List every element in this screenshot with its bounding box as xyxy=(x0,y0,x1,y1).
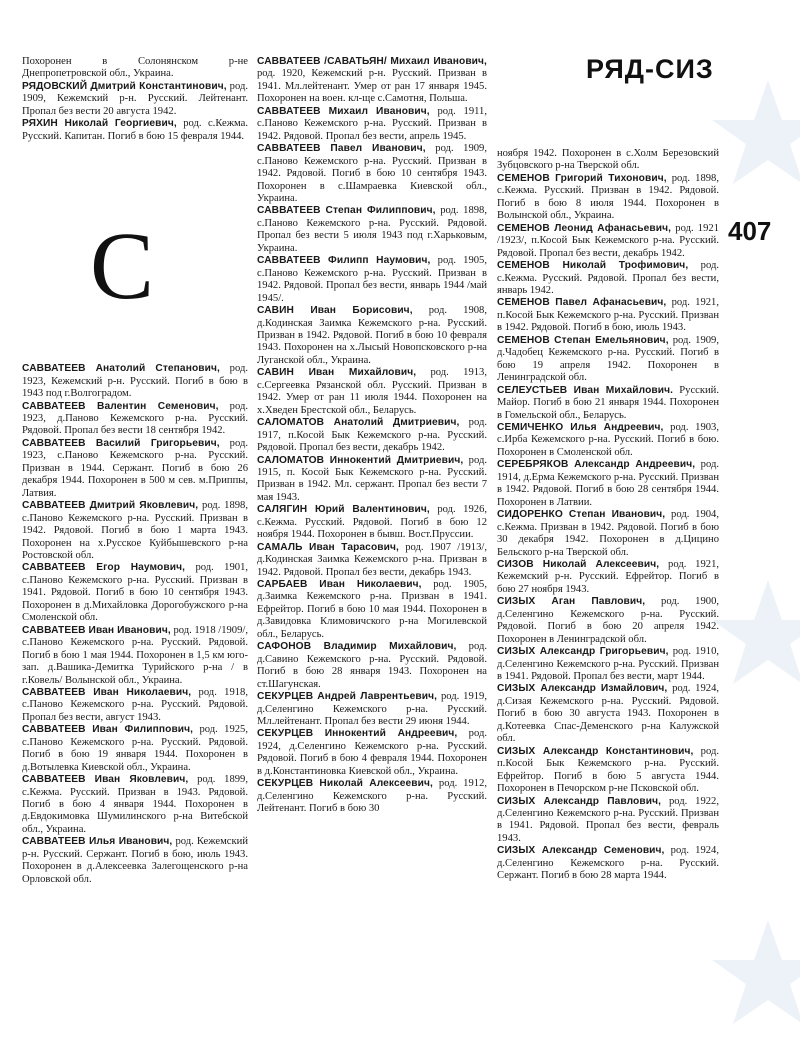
entry xyxy=(22,774,248,836)
entry xyxy=(257,417,487,454)
section-letter: С xyxy=(90,212,155,319)
entry-text: Русский. Майор. Погиб в бою 21 января 1944. Похоронен в Гомельской обл., Беларусь. xyxy=(497,384,719,421)
entry-name: САВВАТЕЕВ /САВАТЬЯН/ Михаил Иванович, xyxy=(257,56,487,67)
entry-text: род. 1913, с.Сергеевка Рязанской обл. Русский. Призван в 1942. Умер от ран 11 июля 1944. Похоронен на х.Хведен Брестской обл., Беларусь. xyxy=(257,367,487,416)
entry-name: СЕКУРЦЕВ Иннокентий Андреевич, xyxy=(257,728,458,740)
entry-name: РЯДОВСКИЙ Дмитрий Константинович, xyxy=(22,80,227,92)
entry-name: СИЗЫХ Александр Павлович, xyxy=(497,795,662,807)
entry-text: род. 1898, с.Кежма. Русский. Призван в 1942. Рядовой. Погиб в бою 8 июля 1944. Похоронен в Волынской обл., Украина. xyxy=(497,172,720,222)
entry-name: САВВАТЕЕВ Иван Иванович, xyxy=(22,624,171,636)
entry-text: род. 1914, д.Ерма Кежемского р-на. Русский. Призван в 1942. Рядовой. Погиб в бою 28 сентября 1944. Похоронен в Латвии. xyxy=(497,459,719,508)
running-head: РЯД-СИЗ xyxy=(586,54,714,84)
entry-text: род. 1905, д.Заимка Кежемского р-на. Призван в 1941. Ефрейтор. Погиб в бою 10 мая 1944. Похоронен в д.Завидовка Климовичского р-на Могилевской обл., Беларусь. xyxy=(257,579,487,640)
entry-name: СИЗЫХ Александр Григорьевич, xyxy=(497,646,669,658)
entry-text: род. с.Кежма. Русский. Рядовой. Пропал без вести, январь 1942. xyxy=(497,260,719,296)
entry xyxy=(257,255,487,305)
column-2 xyxy=(257,56,487,816)
entry xyxy=(497,148,719,173)
entry-name: САФОНОВ Владимир Михайлович, xyxy=(257,641,457,653)
entry-text: род. 1904, с.Кежма. Призван в 1942. Рядовой. Погиб в бою 30 декабря 1942. Похоронен в д.Цицино Бельского р-на Тверской обл. xyxy=(497,509,719,558)
entry xyxy=(257,143,487,205)
entry xyxy=(22,724,248,774)
entry-name: САВВАТЕЕВ Павел Иванович, xyxy=(257,143,426,155)
entry-name: САВВАТЕЕВ Илья Иванович, xyxy=(22,836,173,848)
entry xyxy=(22,562,248,624)
entry-text: род. 1924, д.Сизая Кежемского р-на. Русский. Рядовой. Погиб в бою 30 августа 1943. Похоронен в д.Котеевка Спас-Деменского р-на Калужской обл. xyxy=(497,683,720,745)
entry-name: СЕКУРЦЕВ Николай Алексеевич, xyxy=(257,778,433,790)
entry xyxy=(257,455,487,505)
entry-text: род. 1920, Кежемский р-н. Русский. Призван в 1941. Мл.лейтенант. Умер от ран 17 января 1945. Похоронен на воен. кл-ще с.Самотня, Польша. xyxy=(257,68,487,105)
entry-name: СЕМЕНОВ Григорий Тихонович, xyxy=(497,172,667,184)
entry-text: род. 1923, Кежемский р-н. Русский. Погиб в бою в 1943 под г.Волгоградом. xyxy=(22,363,248,400)
entry xyxy=(257,641,487,691)
column-3 xyxy=(497,148,719,883)
entry-name: САВВАТЕЕВ Филипп Наумович, xyxy=(257,255,431,267)
entry xyxy=(22,401,248,438)
entry xyxy=(497,683,719,745)
entry-text: род. 1900, д.Селенгино Кежемского р-на. Русский. Рядовой. Погиб в бою 20 апреля 1942. Похоронен в Ленинградской обл. xyxy=(497,596,720,645)
entry xyxy=(497,422,719,459)
page-number: 407 xyxy=(728,216,772,246)
entry xyxy=(497,459,719,509)
entry-text: род. д.Савино Кежемского р-на. Русский. Рядовой. Погиб в бою 28 января 1943. Похоронен на ст.Шагунская. xyxy=(257,641,487,690)
entry-text: род. 1921, Кежемский р-н. Русский. Ефрейтор. Погиб в бою 27 ноября 1943. xyxy=(497,558,720,595)
entry xyxy=(257,205,487,255)
entry-name: СЕРЕБРЯКОВ Александр Андреевич, xyxy=(497,459,696,471)
entry-name: САВВАТЕЕВ Валентин Семенович, xyxy=(22,400,219,412)
entry xyxy=(497,559,719,596)
entry xyxy=(497,845,719,882)
entry-text: род. 1915, п. Косой Бык Кежемского р-на. Русский. Призван в 1942. Мл. сержант. Пропал без вести 7 мая 1943. xyxy=(257,454,487,503)
entry-text: род. 1909, с.Паново Кежемского р-на. Русский. Призван в 1942. Рядовой. Погиб в бою 10 сентября 1943. Похоронен в с.Шамраевка Киевской обл., Украина. xyxy=(257,143,487,204)
entry-name: СЕМЕНОВ Степан Емельянович, xyxy=(497,334,669,346)
entry-name: САВВАТЕЕВ Иван Филиппович, xyxy=(22,724,194,736)
entry-name: СИДОРЕНКО Степан Иванович, xyxy=(497,509,666,521)
entry-text: род. 1901, с.Паново Кежемского р-на. Русский. Призван в 1941. Рядовой. Погиб в бою 10 сентября 1943. Похоронен в д.Михайловка Дорогобужского р-на Смоленской обл. xyxy=(22,562,249,624)
entry-text: род. 1923, с.Паново Кежемского р-на. Русский. Призван в 1944. Сержант. Погиб в бою 26 декабря 1944. Похоронен в 500 м сев. м.Приппы, Латвия. xyxy=(22,437,248,499)
entry-text: род. 1924, д.Селенгино Кежемского р-на. Русский. Рядовой. Погиб в бою 4 февраля 1944. Похоронен в д.Константиновка Киевской обл., Украина. xyxy=(257,728,487,777)
entry xyxy=(22,625,248,687)
entry-name: САЛОМАТОВ Иннокентий Дмитриевич, xyxy=(257,454,464,466)
entry-text: род. 1923, д.Паново Кежемского р-на. Русский. Рядовой. Пропал без вести 18 сентября 1942. xyxy=(22,400,248,437)
entry-name: СИЗЫХ Александр Измайлович, xyxy=(497,683,668,695)
entry-text: род. 1912, д.Селенгино Кежемского р-на. Русский. Лейтенант. Погиб в бою 30 xyxy=(257,778,488,815)
entry-text: род. с.Кежма. Русский. Капитан. Погиб в бою 15 февраля 1944. xyxy=(22,118,248,142)
entry-name: СИЗОВ Николай Алексеевич, xyxy=(497,558,660,570)
entry-text: род. 1899, с.Кежма. Русский. Призван в 1943. Рядовой. Погиб в бою 4 января 1944. Похоронен в д.Евдокимовка Шумилинского р-на Витебской обл., Украина. xyxy=(22,774,248,835)
entry xyxy=(257,728,487,778)
entry xyxy=(497,646,719,683)
entry xyxy=(257,504,487,541)
entry-name: СЕКУРЦЕВ Андрей Лаврентьевич, xyxy=(257,691,438,703)
entry-name: САРБАЕВ Иван Николаевич, xyxy=(257,579,422,591)
entry-text: род. п.Косой Бык Кежемского р-на. Русский. Ефрейтор. Погиб в бою 5 августа 1944. Похоронен в Печорском р-не Псковской обл. xyxy=(497,745,719,795)
entry-name: САЛОМАТОВ Анатолий Дмитриевич, xyxy=(257,417,460,429)
entry-text: род. 1909, д.Чадобец Кежемского р-на. Русский. Погиб в бою 19 апреля 1942. Похоронен в Ленинградской обл. xyxy=(497,334,719,384)
watermark-stars xyxy=(708,60,800,1040)
entry xyxy=(22,118,248,143)
entry xyxy=(497,385,719,422)
entry-text: род. 1907 /1913/, д.Кодинская Заимка Кежемского р-на. Призван в 1942. Рядовой. Пропал без вести, декабрь 1943. xyxy=(257,541,487,578)
entry xyxy=(22,363,248,400)
entry-text: род. 1908, д.Кодинская Заимка Кежемского р-на. Русский. Призван в 1942. Рядовой. Погиб в бою 10 февраля 1943. Похоронен на х.Лысый Новопсковского р-на Луганской обл., Украина. xyxy=(257,305,487,366)
entry-text: Похоронен в Солонянском р-не Днепропетровской обл., Украина. xyxy=(22,56,248,80)
entry-name: СИЗЫХ Александр Семенович, xyxy=(497,845,665,857)
entry-name: САВВАТЕЕВ Анатолий Степанович, xyxy=(22,363,220,375)
entry xyxy=(257,305,487,367)
entry-name: САВВАТЕЕВ Егор Наумович, xyxy=(22,562,186,574)
entry-text: род. 1910, д.Селенгино Кежемского р-на. Русский. Призван в 1941. Рядовой. Пропал без вести, март 1944. xyxy=(497,646,720,683)
entry xyxy=(257,56,487,106)
entry-text: род. Кежемский р-н. Русский. Сержант. Погиб в бою, июль 1943. Похоронен в д.Алексеевка Залегощенского р-на Орловской обл. xyxy=(22,836,248,885)
entry xyxy=(22,836,248,886)
entry-name: САВВАТЕЕВ Дмитрий Яковлевич, xyxy=(22,500,199,512)
column-1-bottom-entries xyxy=(22,363,248,886)
entry-name: СЕЛЕУСТЬЕВ Иван Михайлович. xyxy=(497,384,674,396)
entry-text: род. 1919, д.Селенгино Кежемского р-на. Русский. Мл.лейтенант. Пропал без вести 29 июня 1944. xyxy=(257,691,487,728)
entry-name: СЕМЕНОВ Леонид Афанасьевич, xyxy=(497,222,672,234)
entry-text: род. 1918, с.Паново Кежемского р-на. Русский. Рядовой. Пропал без вести, август 1943. xyxy=(22,686,248,723)
entry-text: род. 1921 /1923/, п.Косой Бык Кежемского р-на. Русский. Рядовой. Пропал без вести, декабрь 1942. xyxy=(497,222,719,259)
entry-name: СЕМЕНОВ Павел Афанасьевич, xyxy=(497,297,667,309)
entry-text: род. 1898, с.Паново Кежемского р-на. Русский. Призван в 1942. Рядовой. Погиб в бою 1 марта 1943. Похоронен на х.Русское Куйбышевского р-на Ростовской обл. xyxy=(22,500,248,561)
entry-name: САВВАТЕЕВ Степан Филиппович, xyxy=(257,205,436,217)
entry-name: САМАЛЬ Иван Тарасович, xyxy=(257,541,399,553)
entry-name: САВВАТЕЕВ Михаил Иванович, xyxy=(257,105,430,117)
column-1 xyxy=(22,56,248,886)
entry-text: род. 1903, с.Ирба Кежемского р-на. Русский. Погиб в бою. Похоронен в Смоленской обл. xyxy=(497,421,719,458)
entry-text: род. 1917, п.Косой Бык Кежемского р-на. Русский. Рядовой. Пропал без вести, декабрь 1942. xyxy=(257,417,487,454)
entry xyxy=(497,297,719,334)
entry-name: САВВАТЕЕВ Василий Григорьевич, xyxy=(22,437,220,449)
entry-name: РЯХИН Николай Георгиевич, xyxy=(22,118,177,130)
entry-text: род. 1922, д.Селенгино Кежемского р-на. Русский. Призван в 1941. Рядовой. Пропал без вести, февраль 1943. xyxy=(497,795,719,844)
column-1-top-entries xyxy=(22,56,248,143)
entry xyxy=(257,367,487,417)
entry-name: САЛЯГИН Юрий Валентинович, xyxy=(257,504,430,516)
entry xyxy=(257,106,487,143)
entry xyxy=(257,691,487,728)
entry xyxy=(497,335,719,385)
entry xyxy=(257,579,487,641)
entry xyxy=(22,438,248,500)
entry-name: СИЗЫХ Александр Константинович, xyxy=(497,745,694,757)
entry-text: род. 1898, с.Паново Кежемского р-на. Русский. Рядовой. Пропал без вести 5 июля 1943 под г.Харьковым, Украина. xyxy=(257,205,487,254)
entry-text: род. 1925, с.Паново Кежемского р-на. Русский. Рядовой. Погиб в бою 19 января 1944. Похоронен в д.Вотылевка Киевской обл., Украина. xyxy=(22,724,248,773)
entry-name: СИЗЫХ Аган Павлович, xyxy=(497,596,646,608)
entry xyxy=(497,260,719,297)
entry xyxy=(497,596,719,646)
entry xyxy=(497,509,719,559)
entry xyxy=(22,500,248,562)
entry-name: СЕМЕНОВ Николай Трофимович, xyxy=(497,260,689,272)
entry-text: ноября 1942. Похоронен в с.Холм Березовский Зубцовского р-на Тверской обл. xyxy=(497,148,719,172)
entry-text: род. 1911, с.Паново Кежемского р-на. Русский. Призван в 1942. Рядовой. Пропал без вести, апрель 1945. xyxy=(257,105,487,142)
entry-text: род. 1905, с.Паново Кежемского р-на. Русский. Призван в 1942. Рядовой. Пропал без вести, январь 1944 /май 1945/. xyxy=(257,255,487,304)
entry xyxy=(22,56,248,81)
entry xyxy=(497,796,719,846)
entry xyxy=(22,81,248,118)
entry-name: СЕМИЧЕНКО Илья Андреевич, xyxy=(497,421,664,433)
entry-text: род. 1918 /1909/, с.Паново Кежемского р-на. Русский. Рядовой. Погиб в бою 1 мая 1944. Похоронен в 1,5 км юго-зап. д.Вашика-Демитка Турийского р-на / в г.Ковель/ Волынской обл., Украина. xyxy=(22,624,248,686)
entry-name: САВИН Иван Борисович, xyxy=(257,305,413,317)
entry-name: САВВАТЕЕВ Иван Николаевич, xyxy=(22,686,192,698)
entry xyxy=(257,542,487,579)
entry-text: род. 1926, с.Кежма. Русский. Рядовой. Погиб в бою 12 ноября 1944. Похоронен в бывш. Вост.Пруссии. xyxy=(257,504,488,541)
entry xyxy=(497,173,719,223)
entry-name: САВВАТЕЕВ Иван Яковлевич, xyxy=(22,774,189,786)
entry-name: САВИН Иван Михайлович, xyxy=(257,367,417,379)
entry-text: род. 1924, д.Селенгино Кежемского р-на. Русский. Сержант. Погиб в бою 28 марта 1944. xyxy=(497,845,720,882)
entry xyxy=(22,687,248,724)
entry xyxy=(497,746,719,796)
entry-text: род. 1909, Кежемский р-н. Русский. Лейтенант. Пропал без вести 20 августа 1942. xyxy=(22,80,248,117)
entry-text: род. 1921, п.Косой Бык Кежемского р-на. Русский. Призван в 1942. Рядовой. Погиб в бою, июль 1943. xyxy=(497,297,719,334)
entry xyxy=(257,778,487,815)
entry xyxy=(497,223,719,260)
